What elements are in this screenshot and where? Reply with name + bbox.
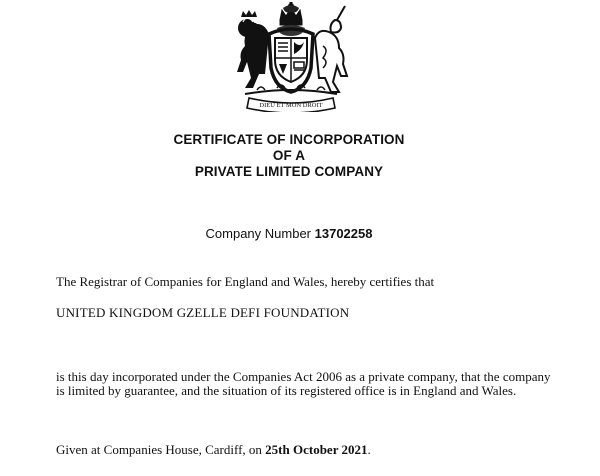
company-name: UNITED KINGDOM GZELLE DEFI FOUNDATION bbox=[56, 305, 350, 320]
given-at-suffix: . bbox=[367, 442, 371, 457]
incorporation-statement: is this day incorporated under the Companies Act 2006 as a private company, that the company is limited by guarantee, and the situation of its registered office is in England and Wales. bbox=[56, 369, 551, 398]
company-number bbox=[0, 226, 578, 241]
company-number-label: Company Number bbox=[205, 226, 315, 241]
incorporation-date: 25th October 2021 bbox=[265, 442, 368, 457]
svg-text:DIEU ET MON DROIT: DIEU ET MON DROIT bbox=[259, 102, 323, 109]
company-number-value: 13702258 bbox=[314, 226, 373, 241]
certificate-title bbox=[0, 132, 578, 180]
title-line-3: PRIVATE LIMITED COMPANY bbox=[194, 164, 384, 179]
title-line-2: OF A bbox=[272, 148, 306, 163]
registrar-statement: The Registrar of Companies for England and Wales, hereby certifies that bbox=[56, 274, 435, 289]
royal-coat-of-arms-icon bbox=[227, 2, 355, 112]
given-at-statement bbox=[56, 443, 371, 457]
title-line-1: CERTIFICATE OF INCORPORATION bbox=[173, 132, 405, 147]
given-at-prefix: Given at Companies House, Cardiff, on bbox=[56, 442, 266, 457]
